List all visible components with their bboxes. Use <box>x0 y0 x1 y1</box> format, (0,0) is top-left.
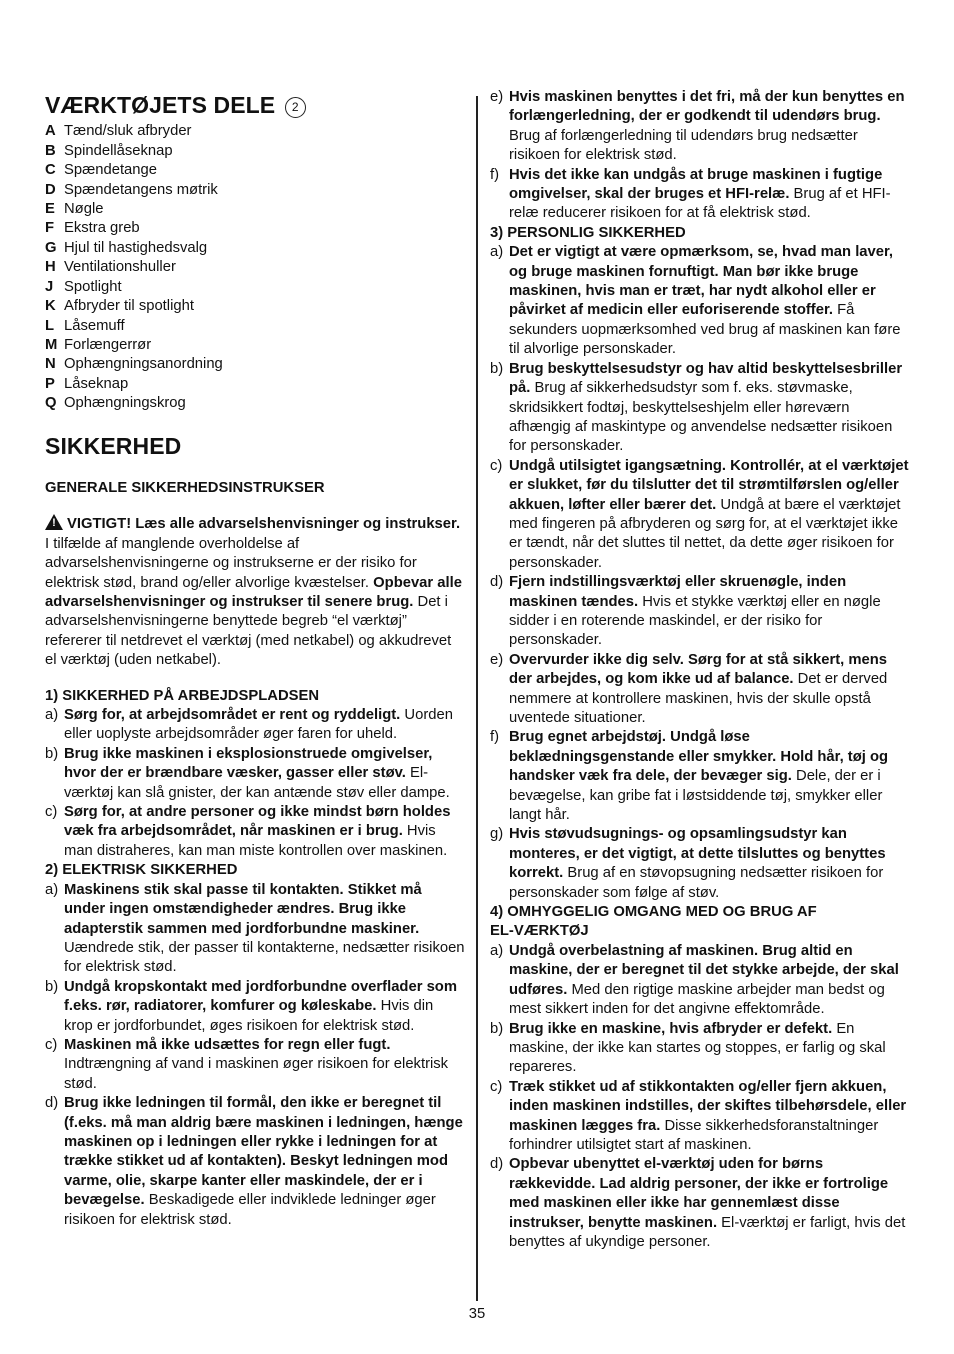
safety-item-text <box>509 1155 910 1252</box>
warning-bold-1: VIGTIGT! Læs alle advarselshenvisninger og instrukser. <box>67 516 461 533</box>
parts-heading-text: VÆRKTØJETS DELE <box>45 92 276 118</box>
safety-item-bold: Undgå kropskontakt med jordforbundne overflader som f.eks. rør, radiatorer, komfurer og køleskabe. <box>64 978 457 1015</box>
part-letter: M <box>45 336 58 353</box>
part-letter: J <box>45 278 54 295</box>
parts-list-item <box>45 161 465 180</box>
section-4-list <box>490 942 910 1253</box>
section-3-heading: 3) PERSONLIG SIKKERHED <box>490 224 686 241</box>
safety-item-bold: Brug ikke maskinen i eksplosionstruede omgivelser, hvor der er brændbare væsker, gasser eller støv. <box>64 745 433 782</box>
safety-item-text <box>509 166 910 224</box>
part-name: Hjul til hastighedsvalg <box>64 239 208 256</box>
warning-text-1: I tilfælde af manglende overholdelse af advarselshenvisningerne og instrukserne er der risiko for elektrisk stød, brand og/eller alvorlige kvæstelser. <box>45 535 417 591</box>
part-name: Låseknap <box>64 375 129 392</box>
safety-item-body: En maskine, der ikke kan startes og stoppes, er farlig og skal repareres. <box>509 1020 886 1076</box>
safety-item-bold: Undgå overbelastning af maskinen. Brug altid en maskine, der er beregnet til det stykke arbejde, der skal udføres. <box>509 942 899 998</box>
safety-item-label: d) <box>490 574 504 591</box>
general-safety-heading: GENERALE SIKKERHEDSINSTRUKSER <box>45 479 325 496</box>
safety-item-bold: Undgå utilsigtet igangsætning. Kontrollér, at el værktøjet er slukket, før du tilslutter det til strømtilførslen og/eller akkuen, løfter eller bærer det. <box>509 457 909 513</box>
part-letter: C <box>45 162 56 179</box>
safety-item <box>490 1078 910 1156</box>
safety-item-label: f) <box>490 166 500 183</box>
parts-list-item <box>45 336 465 355</box>
safety-item-label: b) <box>490 1020 504 1037</box>
section-2-heading: 2) ELEKTRISK SIKKERHED <box>45 862 238 879</box>
safety-item-label: e) <box>490 651 504 668</box>
safety-item-label: d) <box>45 1095 59 1112</box>
safety-item <box>490 360 910 457</box>
parts-list-item <box>45 142 465 161</box>
part-letter: N <box>45 356 56 373</box>
part-name: Spændetange <box>64 162 157 179</box>
part-letter: G <box>45 239 57 256</box>
parts-list-item <box>45 278 465 297</box>
safety-item-body: Uændrede stik, der passer til kontakterne, nedsætter risikoen for elektrisk stød. <box>64 939 465 976</box>
safety-item <box>490 88 910 166</box>
safety-item-body: Hvis et stykke værktøj eller en nøgle sidder i en roterende maskindel, er der risiko for personskader. <box>509 593 881 649</box>
part-letter: E <box>45 201 55 218</box>
safety-item-body: Uorden eller uoplyste arbejdsområder øger faren for uheld. <box>64 707 453 743</box>
safety-item-label: c) <box>490 457 503 474</box>
warning-bold-2: Opbevar alle advarselshenvisninger og instrukser til senere brug. <box>45 574 462 610</box>
safety-item <box>490 573 910 651</box>
section-1-list <box>45 706 465 861</box>
part-letter: P <box>45 375 55 392</box>
safety-item-bold: Sørg for, at andre personer og ikke mindst børn holdes væk fra arbejdsområdet, når maskinen er i brug. <box>64 804 451 840</box>
safety-item-body: Undgå at bære el værktøjet med fingeren på afbryderen og sørg for, at el værktøjet ikke er tændt, når det sluttes til nettet, da dette øger risikoen for personskader. <box>509 496 901 571</box>
safety-item-label: b) <box>45 978 59 995</box>
safety-item <box>490 728 910 825</box>
safety-item-bold: Træk stikket ud af stikkontakten og/eller fjern akkuen, inden maskinen indstilles, der skiftes tilbehørsdele, eller maskinen lægges fra. <box>509 1078 907 1134</box>
safety-item-body: Hvis man distraheres, kan man miste kontrollen over maskinen. <box>64 823 448 859</box>
safety-item-label: a) <box>45 881 59 898</box>
safety-item-text <box>64 978 465 1036</box>
section-4-heading <box>490 903 910 942</box>
safety-item-label: c) <box>490 1078 503 1095</box>
parts-list-item <box>45 181 465 200</box>
section-1-heading: 1) SIKKERHED PÅ ARBEJDSPLADSEN <box>45 687 320 704</box>
parts-list-item <box>45 258 465 277</box>
warning-paragraph <box>45 514 465 670</box>
safety-item <box>45 706 465 745</box>
safety-item-body: Dele, der er i bevægelse, kan gribe fat i løstsiddende tøj, smykker eller langt hår. <box>509 768 883 824</box>
safety-item-label: c) <box>45 804 58 821</box>
part-letter: D <box>45 181 56 198</box>
safety-item <box>490 166 910 224</box>
safety-item-label: a) <box>490 942 504 959</box>
safety-item-text <box>64 706 465 745</box>
safety-item <box>490 825 910 903</box>
safety-item-body: Det er derved nemmere at kontrollere maskinen, hvis der skulle opstå uventede situationer. <box>509 671 888 726</box>
safety-item-text <box>509 651 910 729</box>
safety-item <box>490 942 910 1020</box>
safety-item-bold: Brug egnet arbejdstøj. Undgå løse beklædningsgenstande eller smykker. Hold hår, tøj og handsker væk fra dele, der bevæger sig. <box>509 729 889 785</box>
safety-item-body: Beskadigede eller indviklede ledninger øger risikoen for elektrisk stød. <box>64 1192 436 1228</box>
safety-item-label: a) <box>45 707 59 724</box>
safety-item-text <box>64 745 465 803</box>
section-2-list-continued <box>490 88 910 224</box>
parts-list-item <box>45 355 465 374</box>
safety-item-bold: Brug ikke ledningen til formål, den ikke er beregnet til (f.eks. må man aldrig bære maskinen i ledningen, hænge maskinen op i ledningen eller rykke i ledningen for at trække stikket ud af kontakten). Beskyt ledningen mod varme, olie, skarpe kanter eller maskindele, der er i bevægelse. <box>64 1095 463 1209</box>
safety-item-bold: Maskinen må ikke udsættes for regn eller fugt. <box>64 1036 391 1053</box>
part-letter: K <box>45 298 56 315</box>
parts-list-item <box>45 317 465 336</box>
safety-item <box>45 881 465 978</box>
part-name: Tænd/sluk afbryder <box>64 123 192 140</box>
part-name: Afbryder til spotlight <box>64 298 194 315</box>
safety-item-body: Disse sikkerhedsforanstaltninger forhindrer utilsigtet start af maskinen. <box>509 1117 879 1153</box>
section-4-heading-line-1: 4) OMHYGGELIG OMGANG MED OG BRUG AF <box>490 904 817 921</box>
safety-item-bold: Hvis maskinen benyttes i det fri, må der kun benyttes en forlængerledning, der er godkendt til udendørs brug. <box>509 89 905 125</box>
safety-item-body: Brug af en støvopsugning nedsætter risikoen for personskader som følge af støv. <box>509 865 884 901</box>
safety-heading: SIKKERHED <box>45 432 182 459</box>
safety-item-bold: Overvurder ikke dig selv. Sørg for at stå sikkert, mens der arbejdes, og kom ikke ud af balance. <box>509 651 888 688</box>
safety-item-bold: Brug ikke en maskine, hvis afbryder er defekt. <box>509 1020 833 1037</box>
part-letter: B <box>45 142 56 159</box>
safety-item-body: Indtrængning af vand i maskinen øger risikoen for elektrisk stød. <box>64 1056 449 1092</box>
safety-item-text <box>509 88 910 166</box>
safety-item-text <box>509 457 910 573</box>
safety-item-body: Få sekunders uopmærksomhed ved brug af maskinen kan føre til alvorlige personskader. <box>509 302 901 358</box>
section-4-heading-line-2: EL-VÆRKTØJ <box>490 923 589 940</box>
safety-item-bold: Maskinens stik skal passe til kontakten. Stikket må under ingen omstændigheder ændres. Brug ikke adapterstik sammen med jordforbundne maskiner. <box>64 881 422 937</box>
part-name: Nøgle <box>64 201 104 218</box>
part-name: Ekstra greb <box>64 220 140 237</box>
safety-item-text <box>509 825 910 903</box>
safety-item-label: b) <box>45 745 59 762</box>
left-column <box>45 88 465 1230</box>
safety-item-bold: Hvis det ikke kan undgås at bruge maskinen i fugtige omgivelser, skal der bruges et HFI-relæ. <box>509 166 883 203</box>
safety-item <box>490 243 910 359</box>
part-letter: F <box>45 220 55 237</box>
safety-item-label: b) <box>490 360 504 377</box>
safety-item <box>490 1155 910 1252</box>
safety-item-text <box>64 1094 465 1230</box>
safety-item-bold: Sørg for, at arbejdsområdet er rent og ryddeligt. <box>64 707 401 724</box>
safety-item-body: El-værktøj er farligt, hvis det benyttes af ukyndige personer. <box>509 1214 906 1250</box>
safety-item-label: a) <box>490 244 504 261</box>
part-name: Ophængningskrog <box>64 395 186 412</box>
parts-list-item <box>45 122 465 141</box>
right-column <box>490 88 910 1252</box>
safety-item-label: f) <box>490 729 500 746</box>
safety-item-bold: Hvis støvudsugnings- og opsamlingsudstyr kan monteres, er det vigtigt, at dette tilsluttes og benyttes korrekt. <box>509 826 886 882</box>
part-letter: A <box>45 123 56 140</box>
safety-item-body: El-værktøj kan slå gnister, der kan antænde støv eller dampe. <box>64 765 450 801</box>
page-number: 35 <box>468 1306 486 1322</box>
section-3-list <box>490 243 910 903</box>
parts-list-item <box>45 297 465 316</box>
safety-item-text <box>509 1020 910 1078</box>
column-divider <box>476 96 478 1301</box>
safety-item-text <box>509 728 910 825</box>
parts-list-item <box>45 375 465 394</box>
safety-item-body: Hvis din krop er jordforbundet, øges risikoen for elektrisk stød. <box>64 998 434 1034</box>
part-name: Ventilationshuller <box>64 259 176 276</box>
safety-item-body: Med den rigtige maskine arbejder man bedst og mest sikkert inden for det angivne effektområde. <box>509 981 885 1018</box>
safety-item-text <box>64 1036 465 1094</box>
safety-item <box>490 651 910 729</box>
parts-list-item <box>45 239 465 258</box>
parts-list-item <box>45 200 465 219</box>
safety-item-text <box>509 243 910 359</box>
part-name: Spindellåseknap <box>64 142 173 159</box>
parts-list <box>45 122 465 413</box>
parts-heading <box>45 92 465 118</box>
figure-ref-badge: 2 <box>285 97 306 118</box>
safety-item-text <box>509 942 910 1020</box>
part-letter: Q <box>45 395 57 412</box>
part-letter: H <box>45 259 56 276</box>
safety-item-text <box>64 881 465 978</box>
warning-text-2: Det i advarselshenvisningerne benyttede begreb “el værktøj” refererer til netdrevet el værktøj (med netkabel) og akkudrevet el værktøj (uden netkabel). <box>45 594 452 669</box>
safety-item-body: Brug af sikkerhedsudstyr som f. eks. støvmaske, skridsikkert fodtøj, beskyttelseshjelm eller høreværn afhængig af maskintype og anvendelse nedsætter risikoen for personskader. <box>509 380 893 455</box>
safety-item-body: Brug af forlængerledning til udendørs brug nedsætter risikoen for elektrisk stød. <box>509 127 858 164</box>
safety-item-label: e) <box>490 89 504 105</box>
safety-item-bold: Brug beskyttelsesudstyr og hav altid beskyttelsesbriller på. <box>509 360 903 397</box>
safety-item <box>490 457 910 573</box>
safety-item-label: c) <box>45 1036 58 1053</box>
warning-triangle-icon: ! <box>45 514 63 530</box>
part-letter: L <box>45 317 55 334</box>
safety-item-bold: Det er vigtigt at være opmærksom, se, hvad man laver, og bruge maskinen fornuftigt. Man bør ikke bruge maskinen, hvis man er træt, har nydt alkohol eller er påvirket af medicin eller euforiserende stoffer. <box>509 244 894 319</box>
part-name: Ophængningsanordning <box>64 356 223 373</box>
safety-item <box>490 1020 910 1078</box>
safety-item <box>45 803 465 861</box>
parts-list-item <box>45 394 465 413</box>
parts-list-item <box>45 219 465 238</box>
safety-item-text <box>509 360 910 457</box>
safety-item-text <box>64 803 465 861</box>
safety-item <box>45 1094 465 1230</box>
section-2-list <box>45 881 465 1230</box>
safety-item-label: d) <box>490 1156 504 1173</box>
safety-item-label: g) <box>490 826 504 843</box>
safety-item-body: Brug af et HFI-relæ reducerer risikoen for at få elektrisk stød. <box>509 186 891 222</box>
part-name: Spotlight <box>64 278 122 295</box>
part-name: Spændetangens møtrik <box>64 181 218 198</box>
safety-item <box>45 978 465 1036</box>
safety-item-bold: Fjern indstillingsværktøj eller skruenøgle, inden maskinen tændes. <box>509 574 847 610</box>
safety-item-text <box>509 1078 910 1156</box>
part-name: Forlængerrør <box>64 336 152 353</box>
safety-item <box>45 1036 465 1094</box>
safety-item-text <box>509 573 910 651</box>
part-name: Låsemuff <box>64 317 125 334</box>
safety-item-bold: Opbevar ubenyttet el-værktøj uden for børns rækkevidde. Lad aldrig personer, der ikke er fortrolige med maskinen eller ikke har gennemlæst disse instrukser, benytte maskinen. <box>509 1156 889 1231</box>
safety-item <box>45 745 465 803</box>
